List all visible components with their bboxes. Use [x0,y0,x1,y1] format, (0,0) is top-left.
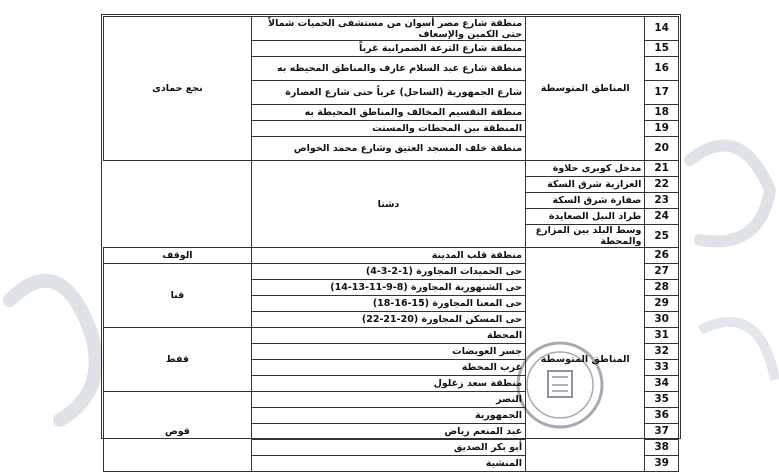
row-number: 28 [645,280,679,296]
row-number: 25 [645,225,679,248]
place-cell: منطقة شارع عبد السلام عارف والمناطق المحيطه به [251,57,525,81]
districts-table [103,16,679,472]
row-number: 14 [645,17,679,41]
row-number: 17 [645,81,679,105]
row-number: 36 [645,408,679,424]
watermark-swirl-left [10,281,96,420]
row-number: 38 [645,440,679,456]
row-number: 33 [645,360,679,376]
place-cell: منطقة شارع مصر أسوان من مستشفى الحميات شمالاً حتى الكمين والإسعاف [251,17,525,41]
place-cell: الجمهورية [251,408,525,424]
row-number: 31 [645,328,679,344]
row-number: 30 [645,312,679,328]
place-cell: النصر [251,392,525,408]
place-cell: أبو بكر الصديق [251,440,525,456]
place-cell: جسر العويضات [251,344,525,360]
place-cell: حى الشنهورية المجاورة (8-9-11-13-14) [251,280,525,296]
place-cell: حى المعنا المجاورة (15-16-18) [251,296,525,312]
place-cell: المنشية [251,456,525,472]
row-number: 20 [645,137,679,161]
place-cell: العزازية شرق السكة [526,177,645,193]
row-number: 26 [645,248,679,264]
place-cell: منطقة سعد زغلول [251,376,525,392]
row-number: 35 [645,392,679,408]
village-cell: قوص [104,392,252,472]
village-cell: قنا [104,264,252,328]
place-cell: صفارة شرق السكة [526,193,645,209]
row-number: 39 [645,456,679,472]
row-number: 19 [645,121,679,137]
village-cell: الوقف [104,248,252,264]
place-cell: منطقة شارع الترعة الضمرانية غرباً [251,41,525,57]
row-number: 37 [645,424,679,440]
row-number: 24 [645,209,679,225]
watermark-swirl-right [690,145,770,241]
village-cell: قفط [104,328,252,392]
village-cell: دشنا [251,161,525,248]
place-cell: طراد النيل الصعايدة [526,209,645,225]
row-number: 23 [645,193,679,209]
village-cell: نجع حمادى [104,17,252,161]
place-cell: غرب المحطة [251,360,525,376]
zone-cell: المناطق المتوسطة [526,17,645,161]
place-cell: شارع الجمهورية (الساحل) غرباً حتى شارع العصارة [251,81,525,105]
place-cell: منطقة التقسيم المخالف والمناطق المحيطة به [251,105,525,121]
row-number: 16 [645,57,679,81]
row-number: 27 [645,264,679,280]
place-cell: المنطقة بين المحطات والمستت [251,121,525,137]
place-cell: المحطة [251,328,525,344]
place-cell: منطقة خلف المسجد العتيق وشارع محمد الخواص [251,137,525,161]
row-number: 18 [645,105,679,121]
row-number: 32 [645,344,679,360]
row-number: 21 [645,161,679,177]
place-cell: وسط البلد بين المزارع والمحطة [526,225,645,248]
row-number: 34 [645,376,679,392]
place-cell: منطقة قلب المدينة [251,248,525,264]
table-row [104,161,679,177]
place-cell: عبد المنعم رياض [251,424,525,440]
table-row [104,248,679,264]
row-number: 29 [645,296,679,312]
table-row [104,17,679,41]
row-number: 15 [645,41,679,57]
zone-cell: المناطق المتوسطة [526,248,645,472]
row-number: 22 [645,177,679,193]
watermark-arc-bottom [700,322,775,380]
place-cell: حى الحميدات المجاورة (1-2-3-4) [251,264,525,280]
place-cell: مدخل كوبرى حلاوة [526,161,645,177]
place-cell: حى المسكن المجاورة (20-21-22) [251,312,525,328]
